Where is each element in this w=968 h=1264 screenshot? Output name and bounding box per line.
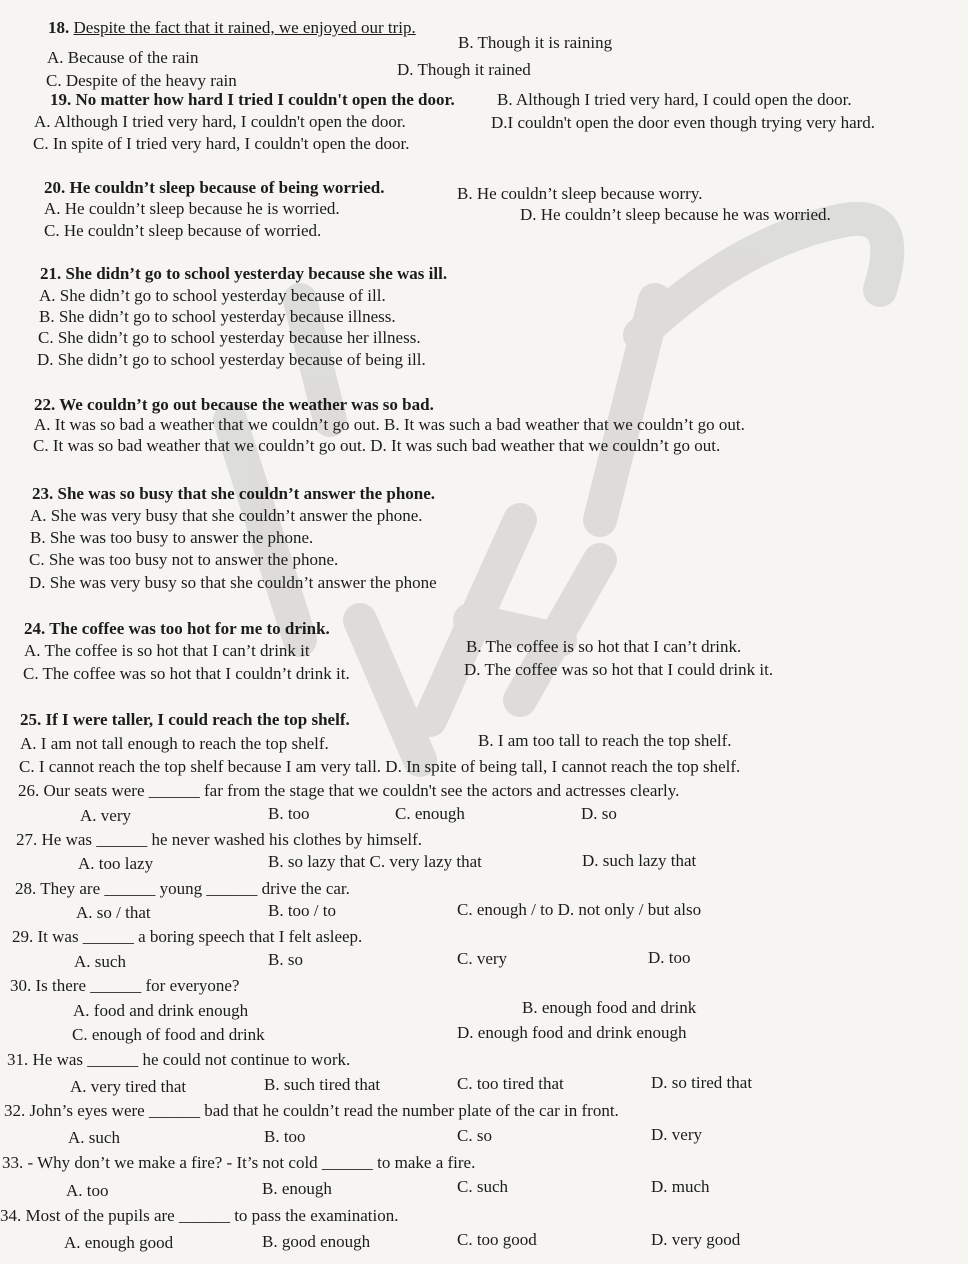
line-text: B. so (268, 950, 303, 969)
line-text: A. Because of the rain (47, 48, 199, 67)
text-line (70, 1077, 186, 1097)
line-text: B. Though it is raining (458, 33, 613, 52)
line-text: 29. It was ______ a boring speech that I felt asleep. (12, 927, 363, 946)
line-text: B. The coffee is so hot that I can’t drink. (466, 637, 742, 656)
text-line (24, 619, 330, 639)
text-line (39, 286, 386, 306)
line-text: Despite the fact that it rained, we enjoyed our trip. (73, 18, 416, 37)
text-line (457, 1126, 492, 1146)
text-line (37, 350, 426, 370)
line-text: B. He couldn’t sleep because worry. (457, 184, 703, 203)
text-line (262, 1179, 332, 1199)
line-text: A. very (80, 806, 131, 825)
text-line (46, 71, 237, 91)
text-line (44, 178, 384, 198)
line-text: D.I couldn't open the door even though trying very hard. (491, 113, 876, 132)
line-text: B. enough food and drink (522, 998, 697, 1017)
line-text: 19. No matter how hard I tried I couldn't open the door. (50, 90, 455, 109)
text-line (457, 949, 507, 969)
line-text: B. She didn’t go to school yesterday because illness. (39, 307, 396, 326)
line-text: C. I cannot reach the top shelf because I am very tall. D. In spite of being tall, I cannot reach the top shelf. (19, 757, 741, 776)
line-text: B. I am too tall to reach the top shelf. (478, 731, 732, 750)
text-line (20, 734, 329, 754)
line-text: 32. John’s eyes were ______ bad that he couldn’t read the number plate of the car in front. (4, 1101, 619, 1120)
text-line (78, 854, 153, 874)
line-text: B. She was too busy to answer the phone. (30, 528, 314, 547)
text-line (20, 710, 350, 730)
text-line (457, 1230, 537, 1250)
line-text: A. She didn’t go to school yesterday because of ill. (39, 286, 386, 305)
line-text: A. too lazy (78, 854, 154, 873)
text-line (18, 781, 679, 801)
line-text: A. so / that (76, 903, 151, 922)
line-text: C. In spite of I tried very hard, I couldn't open the door. (33, 134, 410, 153)
text-line (520, 205, 831, 225)
line-text: A. It was so bad a weather that we couldn’t go out. B. It was such a bad weather that we couldn’t go out. (34, 415, 745, 434)
line-text: A. She was very busy that she couldn’t answer the phone. (30, 506, 423, 525)
text-line (23, 664, 350, 684)
text-line (74, 952, 126, 972)
line-text: A. too (66, 1181, 109, 1200)
line-text: 25. If I were taller, I could reach the top shelf. (20, 710, 350, 729)
line-text: D. The coffee was so hot that I could drink it. (464, 660, 774, 679)
text-line (68, 1128, 120, 1148)
line-text: 20. He couldn’t sleep because of being worried. (44, 178, 385, 197)
line-text: B. too / to (268, 901, 337, 920)
line-text: B. enough (262, 1179, 332, 1198)
line-text: D. She didn’t go to school yesterday because of being ill. (37, 350, 426, 369)
text-line (491, 113, 875, 133)
text-line (268, 804, 310, 824)
line-text: B. good enough (262, 1232, 371, 1251)
text-line (0, 1206, 399, 1226)
text-line (73, 1001, 248, 1021)
text-line (33, 134, 410, 154)
text-line (582, 851, 696, 871)
text-line (651, 1125, 702, 1145)
line-text: D. so tired that (651, 1073, 753, 1092)
text-line (478, 731, 732, 751)
question-number: 18. (48, 18, 74, 37)
line-text: 23. She was so busy that she couldn’t answer the phone. (32, 484, 436, 503)
line-text: D. much (651, 1177, 710, 1196)
text-line (7, 1050, 350, 1070)
line-text: B. too (264, 1127, 306, 1146)
line-text: A. such (68, 1128, 120, 1147)
text-line (2, 1153, 475, 1173)
line-text: 28. They are ______ young ______ drive the car. (15, 879, 350, 898)
text-line (4, 1101, 619, 1121)
text-line (264, 1075, 380, 1095)
text-line (64, 1233, 173, 1253)
line-text: D. very good (651, 1230, 741, 1249)
text-line (32, 484, 435, 504)
text-line (651, 1073, 752, 1093)
text-line (268, 852, 482, 872)
text-line (29, 573, 437, 593)
line-text: D. so (581, 804, 617, 823)
text-line (34, 112, 406, 132)
line-text: C. too tired that (457, 1074, 564, 1093)
line-text: A. very tired that (70, 1077, 187, 1096)
line-text: A. The coffee is so hot that I can’t drink it (24, 641, 310, 660)
text-line (50, 90, 455, 110)
text-line (457, 184, 702, 204)
line-text: C. She was too busy not to answer the phone. (29, 550, 339, 569)
line-text: C. She didn’t go to school yesterday because her illness. (38, 328, 421, 347)
text-line (30, 528, 313, 548)
text-line (29, 550, 338, 570)
text-line (12, 927, 362, 947)
line-text: 33. - Why don’t we make a fire? - It’s not cold ______ to make a fire. (2, 1153, 476, 1172)
line-text: C. The coffee was so hot that I couldn’t drink it. (23, 664, 350, 683)
text-line (38, 328, 421, 348)
text-line (15, 879, 350, 899)
line-text: C. He couldn’t sleep because of worried. (44, 221, 322, 240)
line-text: C. It was so bad weather that we couldn’t go out. D. It was such bad weather that we couldn’t go out. (33, 436, 721, 455)
text-line (47, 48, 199, 68)
text-line (39, 307, 396, 327)
text-line (30, 506, 423, 526)
text-line (397, 60, 531, 80)
text-line (34, 395, 434, 415)
line-text: B. too (268, 804, 310, 823)
text-line (16, 830, 422, 850)
line-text: C. enough / to D. not only / but also (457, 900, 702, 919)
line-text: B. such tired that (264, 1075, 381, 1094)
line-text: A. I am not tall enough to reach the top shelf. (20, 734, 329, 753)
text-line (19, 757, 740, 777)
line-text: A. He couldn’t sleep because he is worried. (44, 199, 340, 218)
line-text: D. He couldn’t sleep because he was worried. (520, 205, 831, 224)
line-text: 34. Most of the pupils are ______ to pass the examination. (0, 1206, 399, 1225)
text-line (40, 264, 447, 284)
line-text: D. very (651, 1125, 702, 1144)
text-line (466, 637, 741, 657)
line-text: 26. Our seats were ______ far from the stage that we couldn't see the actors and actresses clearly. (18, 781, 680, 800)
text-line (44, 199, 340, 219)
text-line (457, 1177, 508, 1197)
line-text: D. such lazy that (582, 851, 697, 870)
text-line (522, 998, 696, 1018)
text-line (395, 804, 465, 824)
text-line (457, 1074, 564, 1094)
text-line (268, 901, 336, 921)
line-text: C. so (457, 1126, 492, 1145)
line-text: D. too (648, 948, 691, 967)
text-line (44, 221, 321, 241)
line-text: D. Though it rained (397, 60, 531, 79)
text-line (464, 660, 773, 680)
line-text: A. food and drink enough (73, 1001, 249, 1020)
line-text: B. so lazy that C. very lazy that (268, 852, 482, 871)
line-text: C. enough of food and drink (72, 1025, 265, 1044)
line-text: C. enough (395, 804, 465, 823)
line-text: 30. Is there ______ for everyone? (10, 976, 240, 995)
line-text: 31. He was ______ he could not continue to work. (7, 1050, 351, 1069)
text-line (457, 1023, 686, 1043)
text-line (76, 903, 151, 923)
line-text: 22. We couldn’t go out because the weather was so bad. (34, 395, 434, 414)
text-line (48, 18, 416, 38)
line-text: A. Although I tried very hard, I couldn't open the door. (34, 112, 406, 131)
line-text: C. very (457, 949, 508, 968)
text-line (33, 436, 720, 456)
text-line (648, 948, 691, 968)
text-line (651, 1230, 740, 1250)
text-line (651, 1177, 710, 1197)
text-line (262, 1232, 370, 1252)
line-text: 24. The coffee was too hot for me to drink. (24, 619, 330, 638)
text-line (268, 950, 303, 970)
text-line (10, 976, 239, 996)
line-text: A. enough good (64, 1233, 174, 1252)
text-line (34, 415, 745, 435)
text-line (264, 1127, 306, 1147)
line-text: C. such (457, 1177, 508, 1196)
text-line (24, 641, 310, 661)
text-line (497, 90, 852, 110)
line-text: D. enough food and drink enough (457, 1023, 687, 1042)
text-line (80, 806, 131, 826)
line-text: A. such (74, 952, 126, 971)
text-line (66, 1181, 109, 1201)
text-line (458, 33, 612, 53)
text-line (581, 804, 617, 824)
line-text: 27. He was ______ he never washed his clothes by himself. (16, 830, 423, 849)
line-text: D. She was very busy so that she couldn’t answer the phone (29, 573, 437, 592)
text-line (72, 1025, 265, 1045)
line-text: C. too good (457, 1230, 537, 1249)
line-text: B. Although I tried very hard, I could open the door. (497, 90, 852, 109)
text-line (457, 900, 701, 920)
line-text: 21. She didn’t go to school yesterday because she was ill. (40, 264, 448, 283)
line-text: C. Despite of the heavy rain (46, 71, 237, 90)
